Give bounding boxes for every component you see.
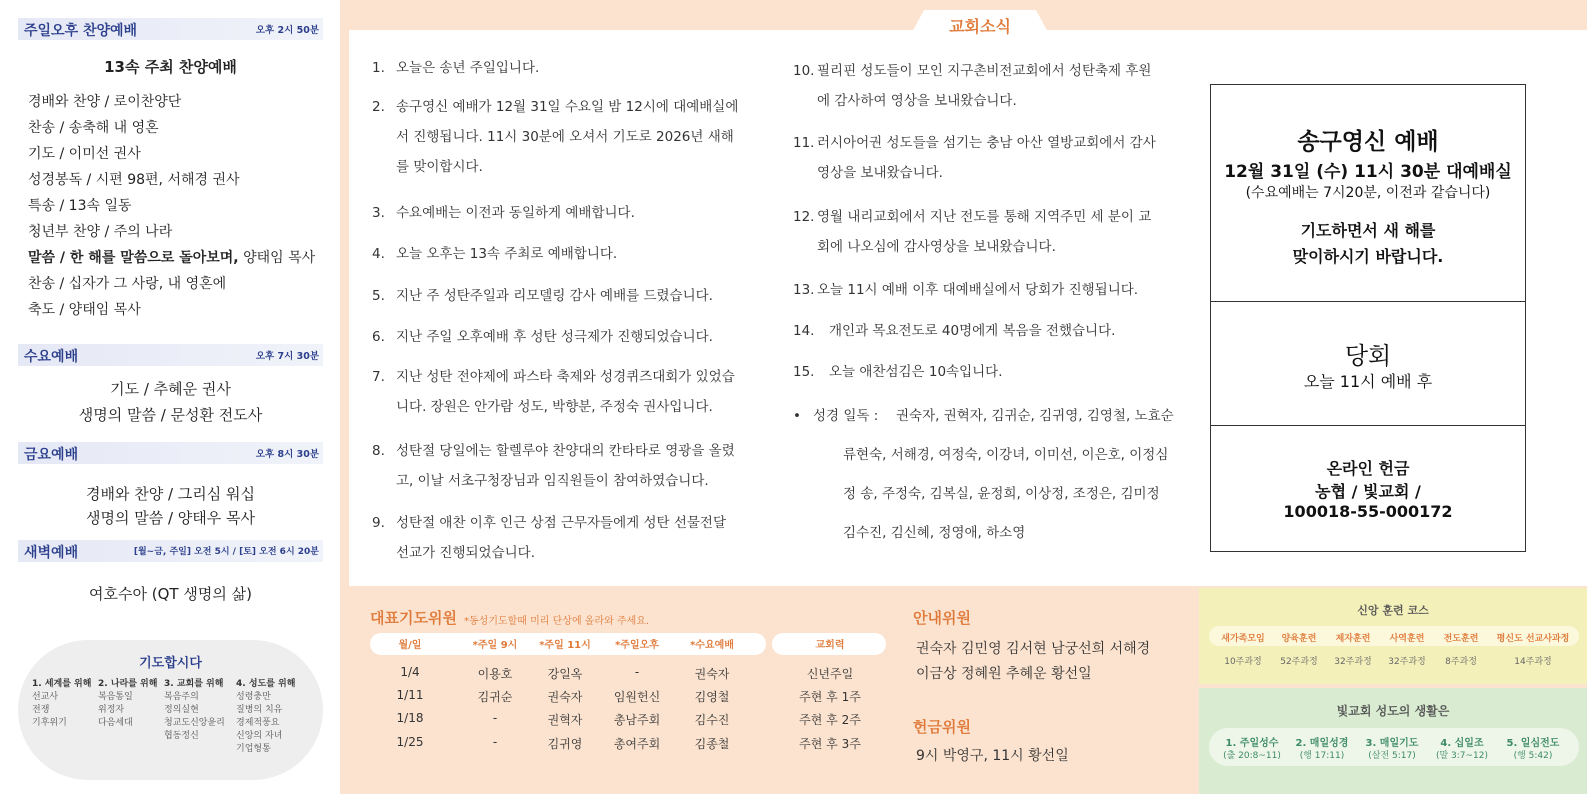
table-cell: 주현 후 2주 — [799, 713, 861, 727]
news-title: 교회소식 — [949, 17, 1011, 36]
training-duration: 32주과정 — [1334, 657, 1372, 667]
training-duration: 14주과정 — [1514, 657, 1552, 667]
life-ref: (말 3:7~12) — [1435, 751, 1489, 761]
news-text: 수요예배는 이전과 동일하게 예배합니다. — [396, 205, 635, 221]
prayer-item: 협동정신 — [164, 731, 199, 741]
sunday-item: 경배와 찬양 / 로이찬양단 — [28, 94, 182, 110]
prayer-item: 다음세대 — [98, 718, 133, 728]
news-num: 3. — [372, 205, 385, 221]
table-cell: 권숙자 — [547, 690, 583, 704]
friday-line: 생명의 말씀 / 양태우 목사 — [85, 509, 256, 527]
bible-reading-names: 류현숙, 서해경, 여정숙, 이강녀, 이미선, 이은호, 이정심 — [843, 447, 1169, 463]
dawn-header-title: 새벽예배 — [24, 545, 79, 561]
news-text: 오늘은 송년 주일입니다. — [396, 60, 540, 76]
news-text: 영상을 보내왔습니다. — [817, 165, 943, 181]
training-duration: 10주과정 — [1224, 657, 1262, 667]
prayer-item: 신앙의 자녀 — [236, 731, 283, 741]
table-cell: 김영철 — [694, 690, 730, 704]
training-title: 신앙 훈련 코스 — [1357, 604, 1429, 617]
life-ref: (행 5:42) — [1513, 751, 1553, 761]
newyear-service-time: 12월 31일 (수) 11시 30분 대예배실 — [1224, 162, 1512, 182]
prayer-title: 기도합시다 — [139, 656, 202, 671]
wednesday-line: 생명의 말씀 / 문성환 전도사 — [78, 406, 263, 424]
news-num: 5. — [372, 288, 385, 304]
news-num: 2. — [372, 99, 385, 115]
prayer-col-head: 1. 세계를 위해 — [32, 679, 92, 689]
news-num: 7. — [372, 369, 385, 385]
prayer-col-saints — [236, 678, 295, 756]
table-header: 교회력 — [815, 640, 845, 651]
friday-header — [18, 442, 323, 464]
bible-reading-names: 김수진, 김신혜, 정영애, 하소영 — [843, 525, 1026, 541]
prayer-col-head: 2. 나라를 위해 — [98, 679, 158, 689]
table-cell: 김수진 — [694, 713, 730, 727]
news-text: 영월 내리교회에서 지난 전도를 통해 지역주민 세 분이 교 — [817, 209, 1152, 225]
news-text: 필리핀 성도들이 모인 지구촌비전교회에서 성탄축제 후원 — [817, 63, 1152, 79]
prayer-item: 복음통일 — [98, 692, 133, 702]
news-num: 9. — [372, 515, 385, 531]
sermon-preacher: 양태임 목사 — [238, 250, 316, 266]
table-header: *주일 11시 — [539, 640, 591, 651]
training-duration: 8주과정 — [1445, 657, 1477, 667]
newyear-service-title: 송구영신 예배 — [1297, 129, 1439, 155]
newyear-service-message: 맞이하시기 바랍니다. — [1292, 247, 1444, 266]
dawn-line: 여호수아 (QT 생명의 삶) — [89, 585, 252, 603]
news-text: 성탄절 당일에는 할렐루야 찬양대의 칸타타로 영광을 올렸 — [396, 443, 735, 459]
wednesday-header — [18, 344, 323, 366]
news-text: 지난 주 성탄주일과 리모델링 감사 예배를 드렸습니다. — [396, 288, 713, 304]
news-text: 선교가 진행되었습니다. — [396, 545, 535, 561]
friday-header-title: 금요예배 — [24, 447, 79, 463]
table-cell: 김종철 — [694, 737, 730, 751]
prayer-topics — [18, 640, 323, 780]
bullet-icon: • — [793, 408, 801, 424]
news-num: 6. — [372, 329, 385, 345]
training-course: 평신도 선교사과정 — [1496, 634, 1570, 644]
prayer-item: 성령충만 — [236, 692, 271, 702]
sunday-item: 축도 / 양태임 목사 — [28, 302, 141, 318]
wednesday-header-title: 수요예배 — [24, 349, 79, 365]
ushers-title: 안내위원 — [913, 609, 971, 627]
online-offering-bank: 농협 / 빛교회 / — [1315, 482, 1421, 501]
table-cell: - — [492, 735, 498, 749]
table-cell: 권혁자 — [547, 713, 583, 727]
offering-names: 9시 박영구, 11시 황선일 — [916, 748, 1069, 764]
table-cell: 신년주일 — [806, 667, 854, 681]
table-cell: - — [492, 711, 498, 725]
training-duration: 52주과정 — [1280, 657, 1318, 667]
life-ref: (살전 5:17) — [1368, 751, 1416, 761]
prayer-table-note: *동성기도할때 미리 단상에 올라와 주세요. — [464, 616, 650, 627]
news-text: 성탄절 애찬 이후 인근 상점 근무자들에게 성탄 선물전달 — [396, 515, 726, 531]
news-num: 1. — [372, 60, 385, 76]
news-num: 8. — [372, 443, 385, 459]
table-cell: 권숙자 — [694, 667, 730, 681]
news-num: 14. — [793, 323, 815, 339]
training-course: 제자훈련 — [1335, 634, 1371, 644]
news-text: 개인과 목요전도로 40명에게 복음을 전했습니다. — [829, 323, 1116, 339]
announcement-box — [1210, 84, 1526, 552]
friday-header-time: 오후 8시 30분 — [255, 449, 319, 460]
table-cell: 임원헌신 — [613, 690, 661, 704]
news-num: 10. — [793, 63, 815, 79]
sunday-header — [18, 18, 323, 40]
prayer-col-head: 3. 교회를 위해 — [164, 679, 224, 689]
life-item: 4. 십일조 — [1440, 738, 1484, 749]
ushers-names: 권숙자 김민영 김서현 남궁선희 서해경 — [916, 641, 1151, 657]
table-cell: 총남주회 — [613, 713, 661, 727]
sunday-item: 찬송 / 송축해 내 영혼 — [28, 120, 159, 136]
prayer-item: 기후위기 — [32, 718, 67, 728]
news-text: 회에 나오심에 감사영상을 보내왔습니다. — [817, 239, 1056, 255]
life-panel — [1199, 688, 1587, 794]
table-cell: 이용호 — [477, 667, 513, 681]
news-text: 송구영신 예배가 12월 31일 수요일 밤 12시에 대예배실에 — [396, 99, 739, 115]
prayer-table-title: 대표기도위원 — [370, 609, 457, 627]
news-text: 오늘 11시 예배 이후 대예배실에서 당회가 진행됩니다. — [817, 282, 1139, 298]
table-cell: 김귀영 — [547, 737, 583, 751]
table-cell: 주현 후 3주 — [799, 737, 861, 751]
sunday-item: 청년부 찬양 / 주의 나라 — [28, 224, 173, 240]
offering-title: 헌금위원 — [913, 718, 971, 736]
news-text: 고, 이날 서초구청장님과 임직원들이 참여하였습니다. — [396, 473, 709, 489]
news-text: 에 감사하여 영상을 보내왔습니다. — [817, 93, 1017, 109]
table-cell: 1/18 — [396, 711, 424, 725]
sunday-item: 성경봉독 / 시편 98편, 서해경 권사 — [28, 172, 240, 188]
table-cell: 주현 후 1주 — [799, 690, 861, 704]
prayer-item: 질병의 치유 — [236, 705, 283, 715]
table-cell: 김귀순 — [477, 690, 513, 704]
news-num: 4. — [372, 246, 385, 262]
news-num: 11. — [793, 135, 815, 151]
online-offering-account: 100018-55-000172 — [1283, 502, 1453, 521]
sunday-item: 특송 / 13속 일동 — [28, 198, 132, 214]
news-text: 지난 성탄 전야제에 파스타 축제와 성경퀴즈대회가 있었습 — [396, 369, 735, 385]
table-cell: 총여주회 — [613, 737, 661, 751]
news-text: 니다. 장원은 안가람 성도, 박향분, 주정숙 권사입니다. — [396, 399, 713, 415]
prayer-col-nation — [98, 678, 157, 730]
prayer-item: 기업형통 — [236, 744, 271, 754]
sunday-item: 찬송 / 십자가 그 사랑, 내 영혼에 — [28, 276, 227, 292]
prayer-item: 경제적풍요 — [236, 718, 280, 728]
sunday-sermon — [28, 247, 315, 267]
sunday-header-time: 오후 2시 50분 — [255, 25, 319, 36]
prayer-col-church — [164, 678, 225, 743]
life-title: 빛교회 성도의 생활은 — [1336, 704, 1450, 718]
bible-reading-names: 정 송, 주정숙, 김복실, 윤정희, 이상정, 조정은, 김미정 — [843, 486, 1160, 502]
dawn-header — [18, 540, 323, 562]
table-header: *주일 9시 — [472, 640, 518, 651]
life-item: 5. 일심전도 — [1506, 738, 1560, 749]
session-title: 당회 — [1344, 342, 1392, 370]
table-header: *수요예배 — [690, 640, 734, 651]
friday-line: 경배와 찬양 / 그리심 워십 — [85, 485, 256, 503]
online-offering-title: 온라인 헌금 — [1326, 459, 1410, 478]
news-text: 오늘 오후는 13속 주최로 예배합니다. — [396, 246, 618, 262]
sunday-title: 13속 주최 찬양예배 — [104, 58, 237, 76]
bible-reading-label: 성경 일독 : — [813, 408, 879, 424]
sermon-title: 말씀 / 한 해를 말씀으로 돌아보며, — [28, 250, 239, 266]
life-item: 1. 주일성수 — [1225, 738, 1279, 749]
life-ref: (행 17:11) — [1299, 751, 1345, 761]
prayer-col-world — [32, 678, 91, 730]
news-text: 오늘 애찬섬김은 10속입니다. — [829, 364, 1003, 380]
prayer-item: 선교사 — [32, 692, 59, 702]
newyear-service-note: (수요예배는 7시20분, 이전과 같습니다) — [1245, 185, 1491, 201]
dawn-header-time: [월~금, 주일] 오전 5시 / [토] 오전 6시 20분 — [133, 547, 319, 557]
training-duration: 32주과정 — [1388, 657, 1426, 667]
sunday-header-title: 주일오후 찬양예배 — [24, 23, 138, 39]
training-course: 사역훈련 — [1389, 634, 1425, 644]
news-text: 러시아어권 성도들을 섬기는 충남 아산 열방교회에서 감사 — [817, 135, 1156, 151]
training-panel — [1199, 588, 1587, 684]
news-text: 지난 주일 오후예배 후 성탄 성극제가 진행되었습니다. — [396, 329, 713, 345]
training-course: 새가족모임 — [1221, 634, 1265, 644]
prayer-item: 전쟁 — [32, 705, 50, 715]
bible-reading-names: 권숙자, 권혁자, 김귀순, 김귀영, 김영철, 노효순 — [896, 408, 1174, 424]
news-text: 를 맞이합시다. — [396, 159, 483, 175]
prayer-item: 복음주의 — [164, 692, 199, 702]
newyear-service-message: 기도하면서 새 해를 — [1300, 221, 1436, 240]
divider — [1211, 301, 1525, 302]
wednesday-header-time: 오후 7시 30분 — [255, 351, 319, 362]
table-cell: 1/25 — [396, 735, 424, 749]
life-item: 3. 매일기도 — [1365, 738, 1419, 749]
table-header: 월/일 — [398, 640, 422, 651]
divider — [1211, 425, 1525, 426]
left-column — [0, 0, 340, 794]
table-cell: 강일옥 — [547, 667, 583, 681]
news-num: 12. — [793, 209, 815, 225]
life-ref: (출 20:8~11) — [1223, 751, 1281, 761]
table-cell: 1/4 — [400, 665, 420, 679]
training-course: 양육훈련 — [1281, 634, 1317, 644]
training-course: 전도훈련 — [1443, 634, 1479, 644]
news-num: 13. — [793, 282, 815, 298]
prayer-item: 정의실현 — [164, 705, 199, 715]
sunday-item: 기도 / 이미선 권사 — [28, 146, 141, 162]
session-time: 오늘 11시 예배 후 — [1303, 372, 1433, 391]
table-cell: - — [634, 665, 640, 679]
news-text: 서 진행됩니다. 11시 30분에 오셔서 기도로 2026년 새해 — [396, 129, 734, 145]
wednesday-line: 기도 / 추혜운 권사 — [110, 380, 231, 398]
prayer-col-head: 4. 성도를 위해 — [236, 679, 296, 689]
news-num: 15. — [793, 364, 815, 380]
prayer-item: 청교도신앙윤리 — [164, 718, 225, 728]
table-header: *주일오후 — [615, 640, 659, 651]
table-cell: 1/11 — [396, 688, 424, 702]
life-item: 2. 매일성경 — [1295, 738, 1349, 749]
ushers-names: 이금상 정혜원 추혜운 황선일 — [916, 666, 1092, 682]
prayer-item: 위정자 — [98, 705, 125, 715]
